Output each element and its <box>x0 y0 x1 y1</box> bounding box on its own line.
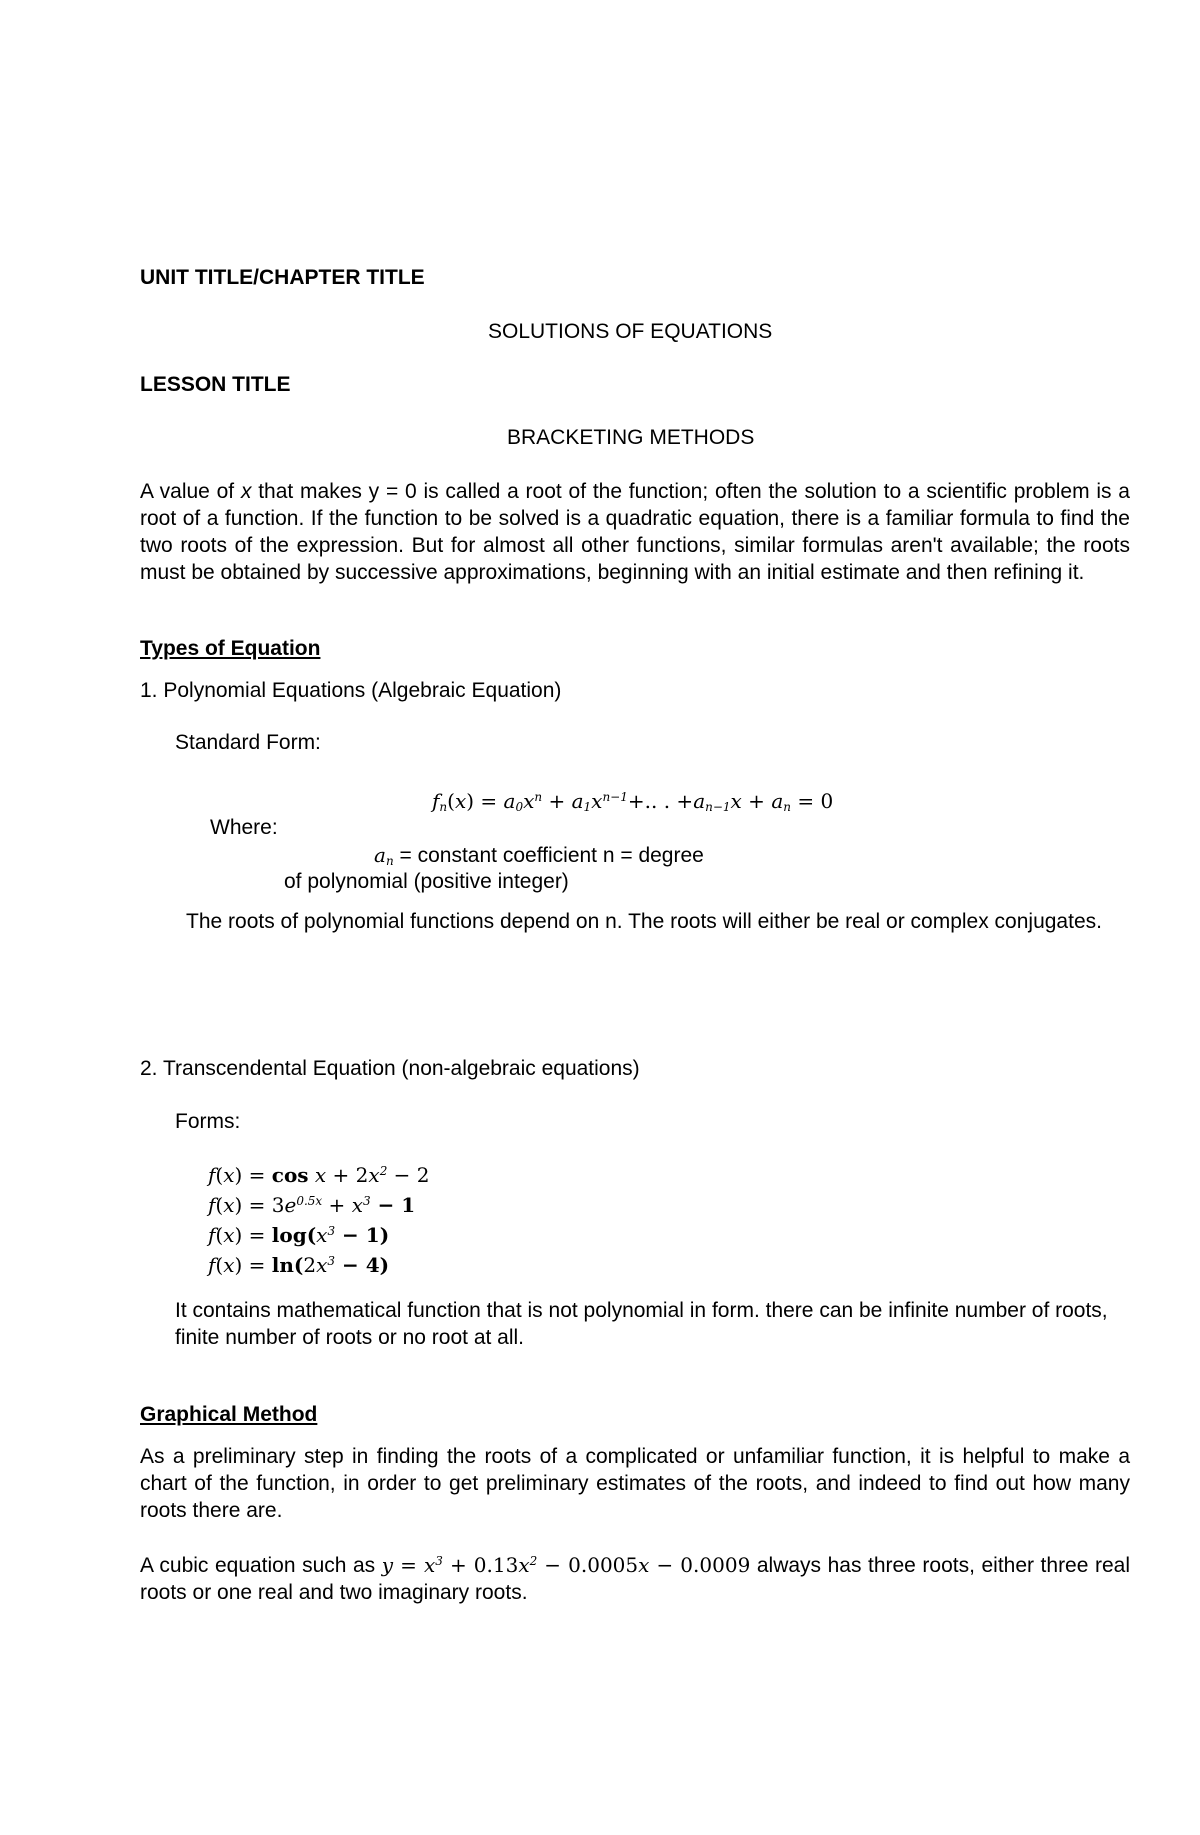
lesson-label: LESSON TITLE <box>140 373 291 396</box>
where-label: Where: <box>210 816 278 839</box>
types-heading: Types of Equation <box>140 637 321 660</box>
form-2: $f(x) = 3e^{0.5x} + x^3 - 1$ <box>208 1193 416 1217</box>
transcendental-note: It contains mathematical function that is not polynomial in form. there can be infinite number of roots, finite number of roots or no root at all. <box>175 1299 1108 1349</box>
cubic-equation: $y = x^3 + 0.13x^2 - 0.0005x - 0.0009$ <box>381 1553 751 1577</box>
form-1: $f(x) = \cos x + 2x^2 - 2$ <box>208 1163 430 1187</box>
lesson-title: BRACKETING METHODS <box>507 426 755 449</box>
roots-note: The roots of polynomial functions depend on n. The roots will either be real or complex conjugates. <box>186 910 1102 933</box>
coefficient-definition: $a_n$ = constant coefficient n = degree <box>374 843 704 868</box>
unit-label: UNIT TITLE/CHAPTER TITLE <box>140 266 425 289</box>
a-n-symbol: $a_n$ <box>374 843 394 868</box>
transcendental-title: 2. Transcendental Equation (non-algebraic equations) <box>140 1057 640 1080</box>
degree-definition: of polynomial (positive integer) <box>284 870 569 893</box>
forms-label: Forms: <box>175 1110 241 1133</box>
graphical-paragraph-2: A cubic equation such as $y = x^3 + 0.13x^2 - 0.0005x - 0.0009$ always has three roots, either three real roots or one real and two imaginary roots. <box>140 1553 1130 1604</box>
graphical-paragraph-1: As a preliminary step in finding the roots of a complicated or unfamiliar function, it is helpful to make a chart of the function, in order to get preliminary estimates of the roots, and indeed to find out how many roots there are. <box>140 1445 1130 1522</box>
unit-title: SOLUTIONS OF EQUATIONS <box>488 320 773 343</box>
form-3: $f(x) = \log(x^3 - 1)$ <box>208 1223 390 1247</box>
polynomial-title: 1. Polynomial Equations (Algebraic Equation) <box>140 679 562 702</box>
polynomial-formula: $f_n(x) = a_0x^n + a_1x^{n-1}+$.. . $+a_{n-1}x + a_n = 0$ <box>432 789 834 814</box>
standard-form-label: Standard Form: <box>175 731 321 754</box>
graphical-heading: Graphical Method <box>140 1403 318 1426</box>
intro-paragraph: A value of x that makes y = 0 is called a root of the function; often the solution to a scientific problem is a root of a function. If the function to be solved is a quadratic equation, there is a familiar formula to find the two roots of the expression. But for almost all other functions, similar formulas aren't available; the roots must be obtained by successive approximations, beginning with an initial estimate and then refining it. <box>140 480 1130 584</box>
form-4: $f(x) = \ln(2x^3 - 4)$ <box>208 1253 390 1277</box>
